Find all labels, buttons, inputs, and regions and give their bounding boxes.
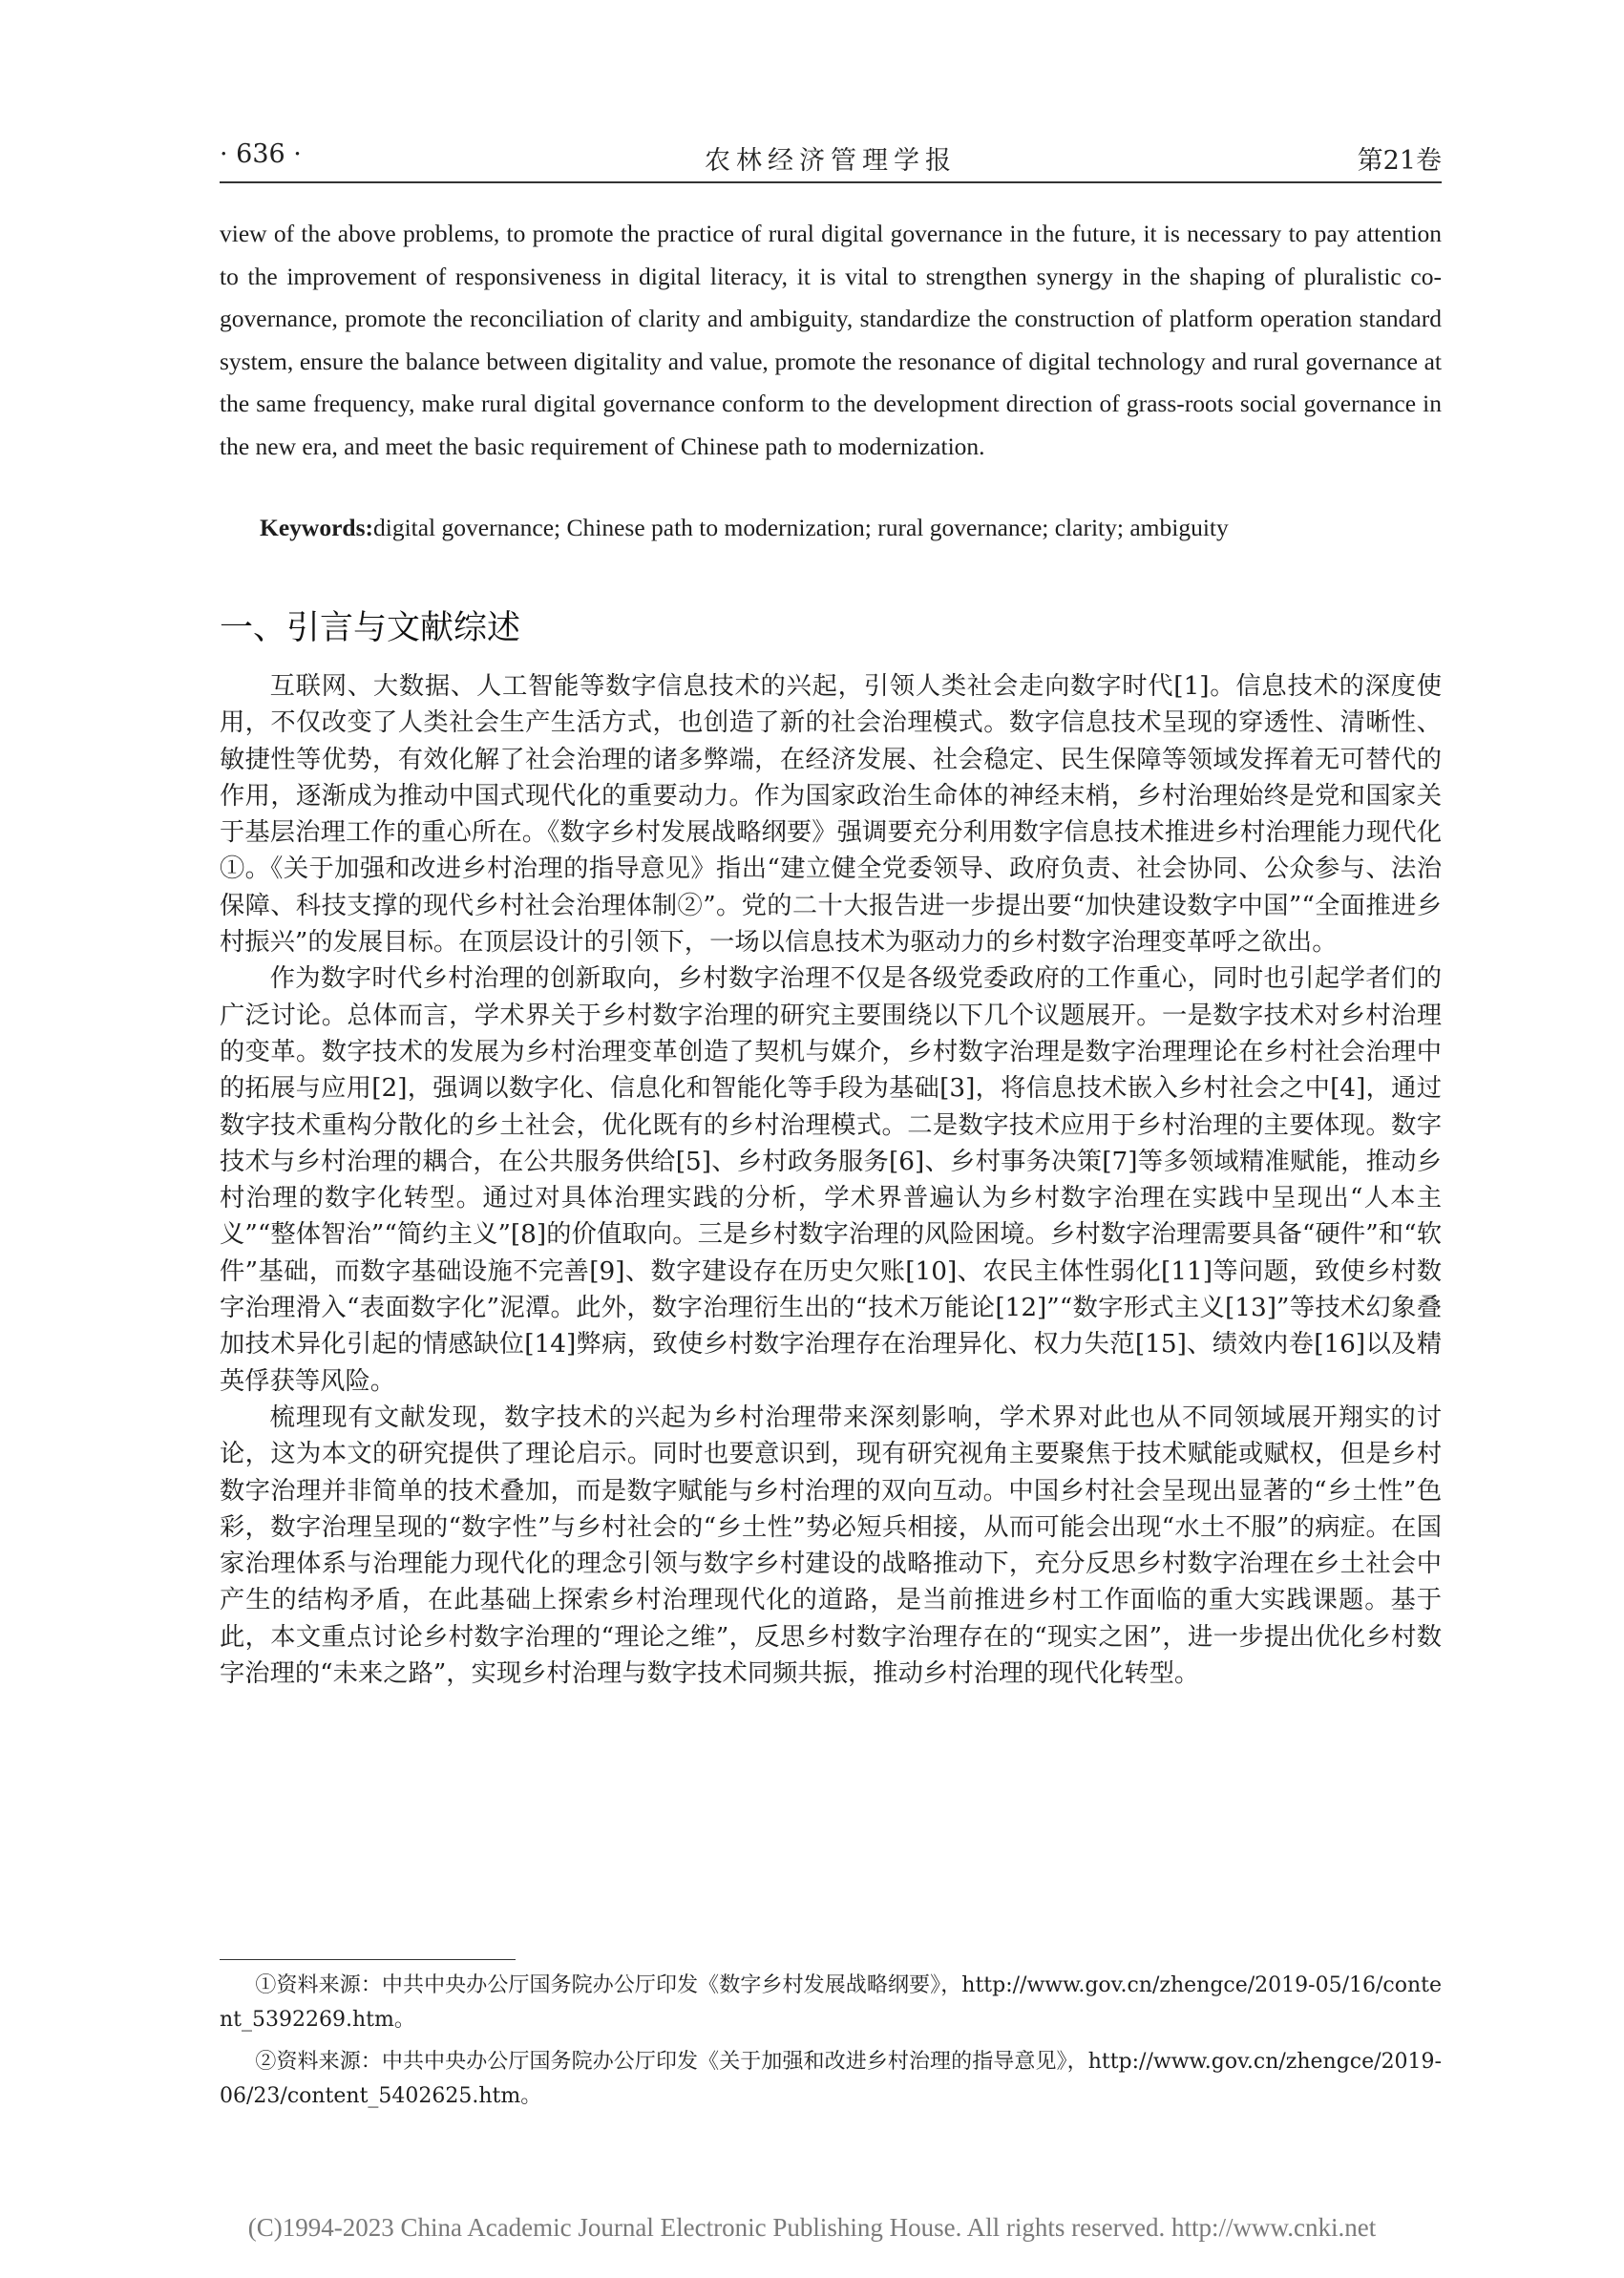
header-divider xyxy=(220,181,1442,183)
page-header xyxy=(220,132,1442,176)
section-heading: 一、引言与文献综述 xyxy=(220,609,521,647)
body-paragraph: 梳理现有文献发现，数字技术的兴起为乡村治理带来深刻影响，学术界对此也从不同领域展开翔实的讨论，这为本文的研究提供了理论启示。同时也要意识到，现有研究视角主要聚焦于技术赋能或赋权，但是乡村数字治理并非简单的技术叠加，而是数字赋能与乡村治理的双向互动。中国乡村社会呈现出显著的“乡土性”色彩，数字治理呈现的“数字性”与乡村社会的“乡土性”势必短兵相接，从而可能会出现“水土不服”的病症。在国家治理体系与治理能力现代化的理念引领与数字乡村建设的战略推动下，充分反思乡村数字治理在乡土社会中产生的结构矛盾，在此基础上探索乡村治理现代化的道路，是当前推进乡村工作面临的重大实践课题。基于此，本文重点讨论乡村数字治理的“理论之维”，反思乡村数字治理存在的“现实之困”，进一步提出优化乡村数字治理的“未来之路”，实现乡村治理与数字技术同频共振，推动乡村治理的现代化转型。 xyxy=(220,1403,1442,1689)
footnote: ①资料来源：中共中央办公厅国务院办公厅印发《数字乡村发展战略纲要》，http://www.gov.cn/zhengce/2019-05/16/content_5392269.htm。 xyxy=(220,1973,1442,2032)
footnotes xyxy=(220,1969,1442,2121)
footnote-divider xyxy=(220,1959,516,1960)
copyright-notice: (C)1994-2023 China Academic Journal Electronic Publishing House. All rights reserved. http://www.cnki.net xyxy=(247,2213,1377,2242)
volume-label: 第21卷 xyxy=(1357,146,1442,176)
footnote: ②资料来源：中共中央办公厅国务院办公厅印发《关于加强和改进乡村治理的指导意见》，http://www.gov.cn/zhengce/2019-06/23/content_5402625.htm。 xyxy=(220,2050,1442,2108)
english-abstract: view of the above problems, to promote the practice of rural digital governance in the future, it is necessary to pay attention to the improvement of responsiveness in digital literacy, it is vital to strengthen synergy in the shaping of pluralistic co-governance, promote the reconciliation of clarity and ambiguity, standardize the construction of platform operation standard system, ensure the balance between digitality and value, promote the resonance of digital technology and rural governance at the same frequency, make rural digital governance conform to the development direction of grass-roots social governance in the new era, and meet the basic requirement of Chinese path to modernization. xyxy=(220,220,1442,460)
keywords-label: Keywords: xyxy=(260,514,373,541)
keywords xyxy=(260,507,1444,549)
page-number: · 636 · xyxy=(220,139,302,169)
journal-title: 农林经济管理学报 xyxy=(705,146,957,176)
body-paragraph: 作为数字时代乡村治理的创新取向，乡村数字治理不仅是各级党委政府的工作重心，同时也引起学者们的广泛讨论。总体而言，学术界关于乡村数字治理的研究主要围绕以下几个议题展开。一是数字技术对乡村治理的变革。数字技术的发展为乡村治理变革创造了契机与媒介，乡村数字治理是数字治理理论在乡村社会治理中的拓展与应用[2]，强调以数字化、信息化和智能化等手段为基础[3]，将信息技术嵌入乡村社会之中[4]，通过数字技术重构分散化的乡土社会，优化既有的乡村治理模式。二是数字技术应用于乡村治理的主要体现。数字技术与乡村治理的耦合，在公共服务供给[5]、乡村政务服务[6]、乡村事务决策[7]等多领域精准赋能，推动乡村治理的数字化转型。通过对具体治理实践的分析，学术界普遍认为乡村数字治理在实践中呈现出“人本主义”“整体智治”“简约主义”[8]的价值取向。三是乡村数字治理的风险困境。乡村数字治理需要具备“硬件”和“软件”基础，而数字基础设施不完善[9]、数字建设存在历史欠账[10]、农民主体性弱化[11]等问题，致使乡村数字治理滑入“表面数字化”泥潭。此外，数字治理衍生出的“技术万能论[12]”“数字形式主义[13]”等技术幻象叠加技术异化引起的情感缺位[14]弊病，致使乡村数字治理存在治理异化、权力失范[15]、绩效内卷[16]以及精英俘获等风险。 xyxy=(220,964,1442,1396)
section-body xyxy=(220,668,1442,1692)
keywords-text: digital governance; Chinese path to modernization; rural governance; clarity; ambiguity xyxy=(372,514,1229,541)
body-paragraph: 互联网、大数据、人工智能等数字信息技术的兴起，引领人类社会走向数字时代[1]。信息技术的深度使用，不仅改变了人类社会生产生活方式，也创造了新的社会治理模式。数字信息技术呈现的穿透性、清晰性、敏捷性等优势，有效化解了社会治理的诸多弊端，在经济发展、社会稳定、民生保障等领域发挥着无可替代的作用，逐渐成为推动中国式现代化的重要动力。作为国家政治生命体的神经末梢，乡村治理始终是党和国家关于基层治理工作的重心所在。《数字乡村发展战略纲要》强调要充分利用数字信息技术推进乡村治理能力现代化①。《关于加强和改进乡村治理的指导意见》指出“建立健全党委领导、政府负责、社会协同、公众参与、法治保障、科技支撑的现代乡村社会治理体制②”。党的二十大报告进一步提出要“加快建设数字中国”“全面推进乡村振兴”的发展目标。在顶层设计的引领下，一场以信息技术为驱动力的乡村数字治理变革呼之欲出。 xyxy=(220,672,1442,958)
